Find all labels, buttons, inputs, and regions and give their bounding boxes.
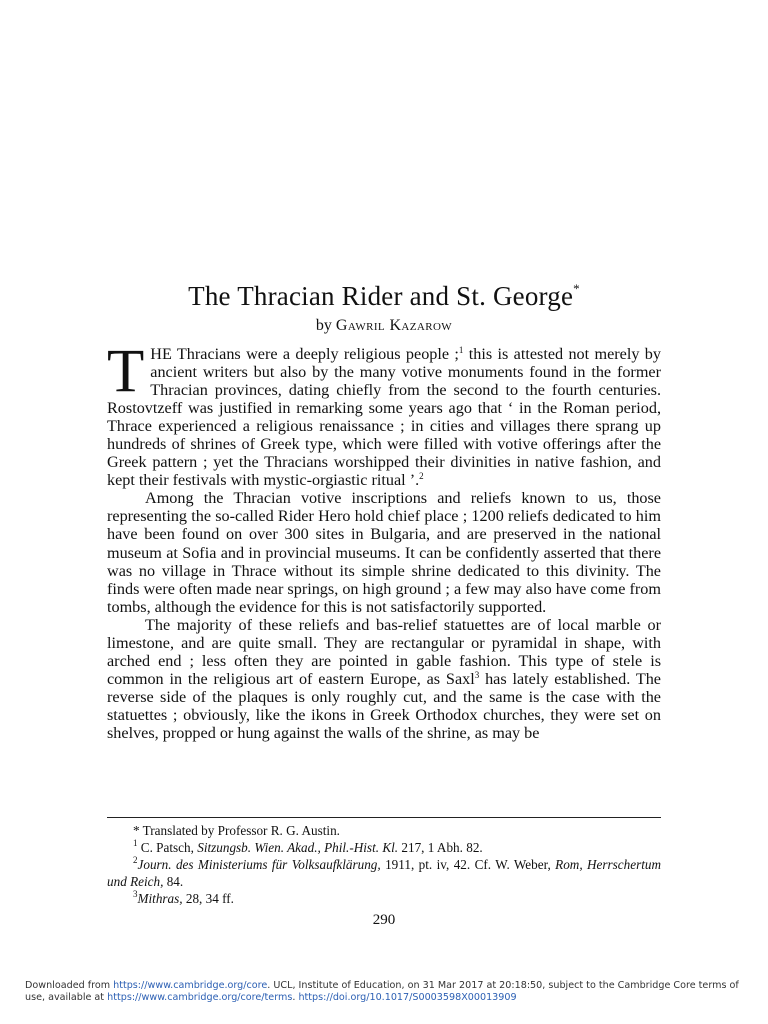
footnote-2 [107,856,661,890]
footnote-3-text-b: 28, 34 ff. [182,891,234,906]
download-middle: . UCL, Institute of Education, on 31 Mar 2017 at 20:18:50, subject to the Cambridge Core terms of use, available at [25,980,739,1003]
download-sep: . [292,992,299,1003]
footnote-1-mark: 1 [133,838,138,848]
author-byline [0,316,768,336]
footnote-mark-star: * [133,823,140,838]
footnote-1-text-a: C. Patsch, [137,840,198,855]
footnote-divider [107,817,661,818]
download-notice [25,980,747,1004]
footnote-2-text-c: 84. [163,874,184,889]
paragraph-1 [107,338,661,490]
paragraph-3 [107,616,661,742]
download-prefix: Downloaded from [25,980,114,991]
paragraph-2: Among the Thracian votive inscriptions and reliefs known to us, those representing the so-called Rider Hero hold chief place ; 1200 reliefs dedicated to him have been found on over 300 sites in Bulgaria, and are preserved in the national museum at Sofia and in provincial museums. It can be confidently asserted that there was no village in Thrace without its simple shrine dedicated to this divinity. The finds were often made near springs, on high ground ; a few may also have come from tombs, although the evidence for this is not satisfactorily supported. [107,489,661,616]
footnote-1 [107,839,661,856]
footnote-3-mark: 3 [133,889,138,899]
footnote-3-title: Mithras, [137,891,183,906]
page-number: 290 [372,912,396,928]
footnote-1-text-b: 217, 1 Abh. 82. [398,840,483,855]
cambridge-core-link[interactable]: https://www.cambridge.org/core [113,980,268,991]
footnotes [107,822,661,907]
footnote-2-title-2: Rom, Herrschertum und Reich, [107,857,661,889]
paragraph-1-text-b: this is attested not merely by ancient writers but also by the many votive monuments found in the former Thracian provinces, dating chiefly from the second to the fourth centuries. Rostovtzeff was justified in remarking some years ago that ‘ in the Roman period, Thrace experienced a religious renaissance ; in cities and villages there sprang up hundreds of shrines of Greek type, which were filled with votive offerings after the Greek pattern ; yet the Thracians worshipped their divinities in native fashion, and kept their festivals with mystic-orgiastic ritual ’. [107,345,661,490]
paragraph-1-text-a: HE Thracians were a deeply religious people ; [150,345,459,363]
footnote-translator-text: Translated by Professor R. G. Austin. [139,823,340,838]
footnote-3 [107,890,661,907]
byline-prefix: by [315,317,332,334]
article-title-text: The Thracian Rider and St. George [188,281,574,311]
article-title [0,272,768,313]
paragraph-3-text-b: has lately established. The reverse side of the plaques is only roughly cut, and the same is the case with the statuettes ; obviously, like the ikons in Greek Orthodox churches, they were set on shelves, propped or hung against the walls of the shrine, as may be [107,669,661,742]
footnote-1-title: Sitzungsb. Wien. Akad., Phil.-Hist. Kl. [197,840,399,855]
footnote-ref-2: 2 [419,471,424,482]
paragraph-3-text-a: The majority of these reliefs and bas-relief statuettes are of local marble or limestone, and are quite small. They are rectangular or pyramidal in shape, with arched end ; less often they are pointed in gable fashion. This type of stele is common in the religious art of eastern Europe, as Saxl [107,615,661,688]
footnote-ref-3: 3 [474,669,480,680]
footnote-ref-1: 1 [458,345,464,355]
footnote-2-title: Journ. des Ministeriums für Volksaufklärung, [137,857,381,872]
article-body [107,338,661,742]
author-name: Gawril Kazarow [335,317,453,334]
footnote-translator [107,822,661,839]
title-footnote-mark: * [573,281,580,296]
drop-cap: T [107,338,145,405]
terms-link[interactable]: https://www.cambridge.org/core/terms [107,992,293,1003]
footnote-2-text-b: 1911, pt. iv, 42. Cf. W. Weber, [380,857,556,872]
footnote-2-mark: 2 [133,855,138,865]
doi-link[interactable]: https://doi.org/10.1017/S0003598X00013909 [298,992,517,1003]
